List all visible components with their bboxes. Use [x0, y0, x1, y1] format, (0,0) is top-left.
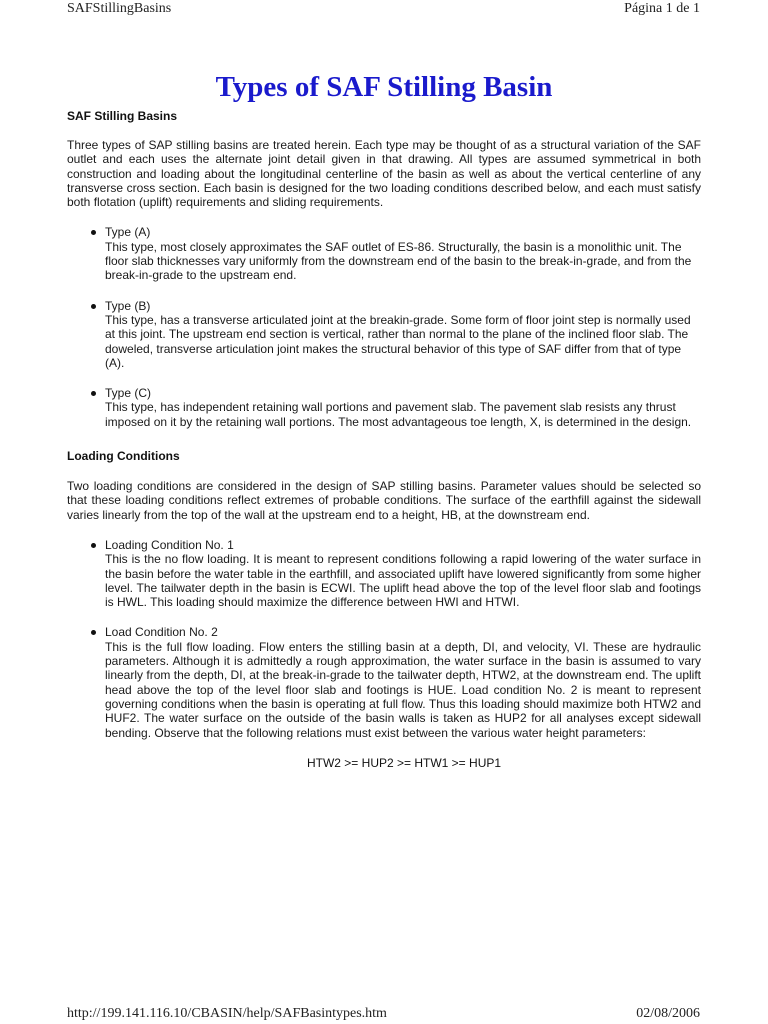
document-body: [67, 66, 701, 770]
list-item-title: Loading Condition No. 1: [105, 537, 234, 552]
list-item-loading-condition-2: [67, 625, 701, 739]
relation-formula: HTW2 >= HUP2 >= HTW1 >= HUP1: [306, 755, 502, 770]
page-header: [0, 0, 768, 22]
list-item-loading-condition-1: [67, 538, 701, 609]
footer-date: 02/08/2006: [636, 1006, 700, 1021]
list-item-title: Type (C): [105, 386, 152, 401]
bullet-icon: [91, 543, 96, 548]
list-item-title: Type (B): [105, 298, 151, 313]
list-item-text: This type, has a transverse articulated joint at the breakin-grade. Some form of floor joint step is normally used at this joint. The upstream end section is vertical, rather than normal to the plane of the inclined floor slab. The doweled, transverse articulation joint makes the structural behavior of this type of SAF differ from that of type (A).: [105, 312, 691, 370]
list-item-text: This type, has independent retaining wall portions and pavement slab. The pavement slab resists any thrust imposed on it by the retaining wall portions. The most advantageous toe length, X, is determined in the design.: [105, 400, 692, 429]
list-basin-types: [67, 225, 701, 429]
bullet-icon: [91, 391, 96, 396]
page-footer: [0, 1006, 768, 1024]
footer-url: http://199.141.116.10/CBASIN/help/SAFBasintypes.htm: [67, 1006, 387, 1021]
list-item-text: This is the no flow loading. It is meant to represent conditions following a rapid lowering of the water surface in the basin before the water table in the earthfill, and associated uplift have lowered significantly from some higher level. The tailwater depth in the basin is ECWI. The uplift head above the top of the level floor slab and footings is HWL. This loading should maximize the difference between HWI and HTWI.: [105, 552, 701, 610]
list-item-title: Load Condition No. 2: [105, 625, 218, 640]
list-item-text: This is the full flow loading. Flow enters the stilling basin at a depth, DI, and velocity, VI. These are hydraulic parameters. Although it is admittedly a rough approximation, the water surface in the basin is assumed to vary linearly from the depth, DI, at the break-in-grade to the tailwater depth, HTW2, at the downstream end. The uplift head above the top of the level floor slab and footings is HUE. Load condition No. 2 is meant to represent governing conditions when the basin is operating at full flow. Thus this loading should maximize both HTW2 and HUF2. The water surface on the outside of the basin walls is taken as HUP2 for all analyses except sidewall bending. Observe that the following relations must exist between the various water height parameters:: [105, 639, 701, 740]
document-title: Types of SAF Stilling Basin: [215, 71, 553, 103]
bullet-icon: [91, 304, 96, 309]
section-heading-stilling-basins: SAF Stilling Basins: [67, 109, 178, 123]
paragraph-loading-intro: Two loading conditions are considered in the design of SAP stilling basins. Parameter values should be selected so that these loading conditions reflect extremes of probable conditions. The surface of the earthfill against the sidewall varies linearly from the top of the wall at the upstream end to a height, HB, at the downstream end.: [67, 479, 701, 522]
list-item-text: This type, most closely approximates the SAF outlet of ES-86. Structurally, the basin is a monolithic unit. The floor slab thicknesses vary uniformly from the downstream end of the basin to the break-in-grade, and from the break-in-grade to the upstream end.: [105, 239, 692, 283]
list-item-type-a: [67, 225, 701, 282]
list-item-type-b: [67, 299, 701, 370]
header-page-number: Página 1 de 1: [624, 1, 700, 16]
bullet-icon: [91, 630, 96, 635]
paragraph-intro: Three types of SAP stilling basins are treated herein. Each type may be thought of as a structural variation of the SAF outlet and each uses the alternate joint detail given in that drawing. All types are assumed symmetrical in both construction and loading about the longitudinal centerline of the basin as well as about the vertical centerline of any transverse cross section. Each basin is designed for the two loading conditions described below, and each must satisfy both flotation (uplift) requirements and sliding requirements.: [67, 138, 701, 210]
header-page-title: SAFStillingBasins: [67, 1, 172, 16]
list-item-type-c: [67, 386, 701, 429]
list-item-title: Type (A): [105, 225, 151, 240]
bullet-icon: [91, 230, 96, 235]
section-heading-loading-conditions: Loading Conditions: [67, 449, 180, 464]
list-loading-conditions: [67, 538, 701, 740]
